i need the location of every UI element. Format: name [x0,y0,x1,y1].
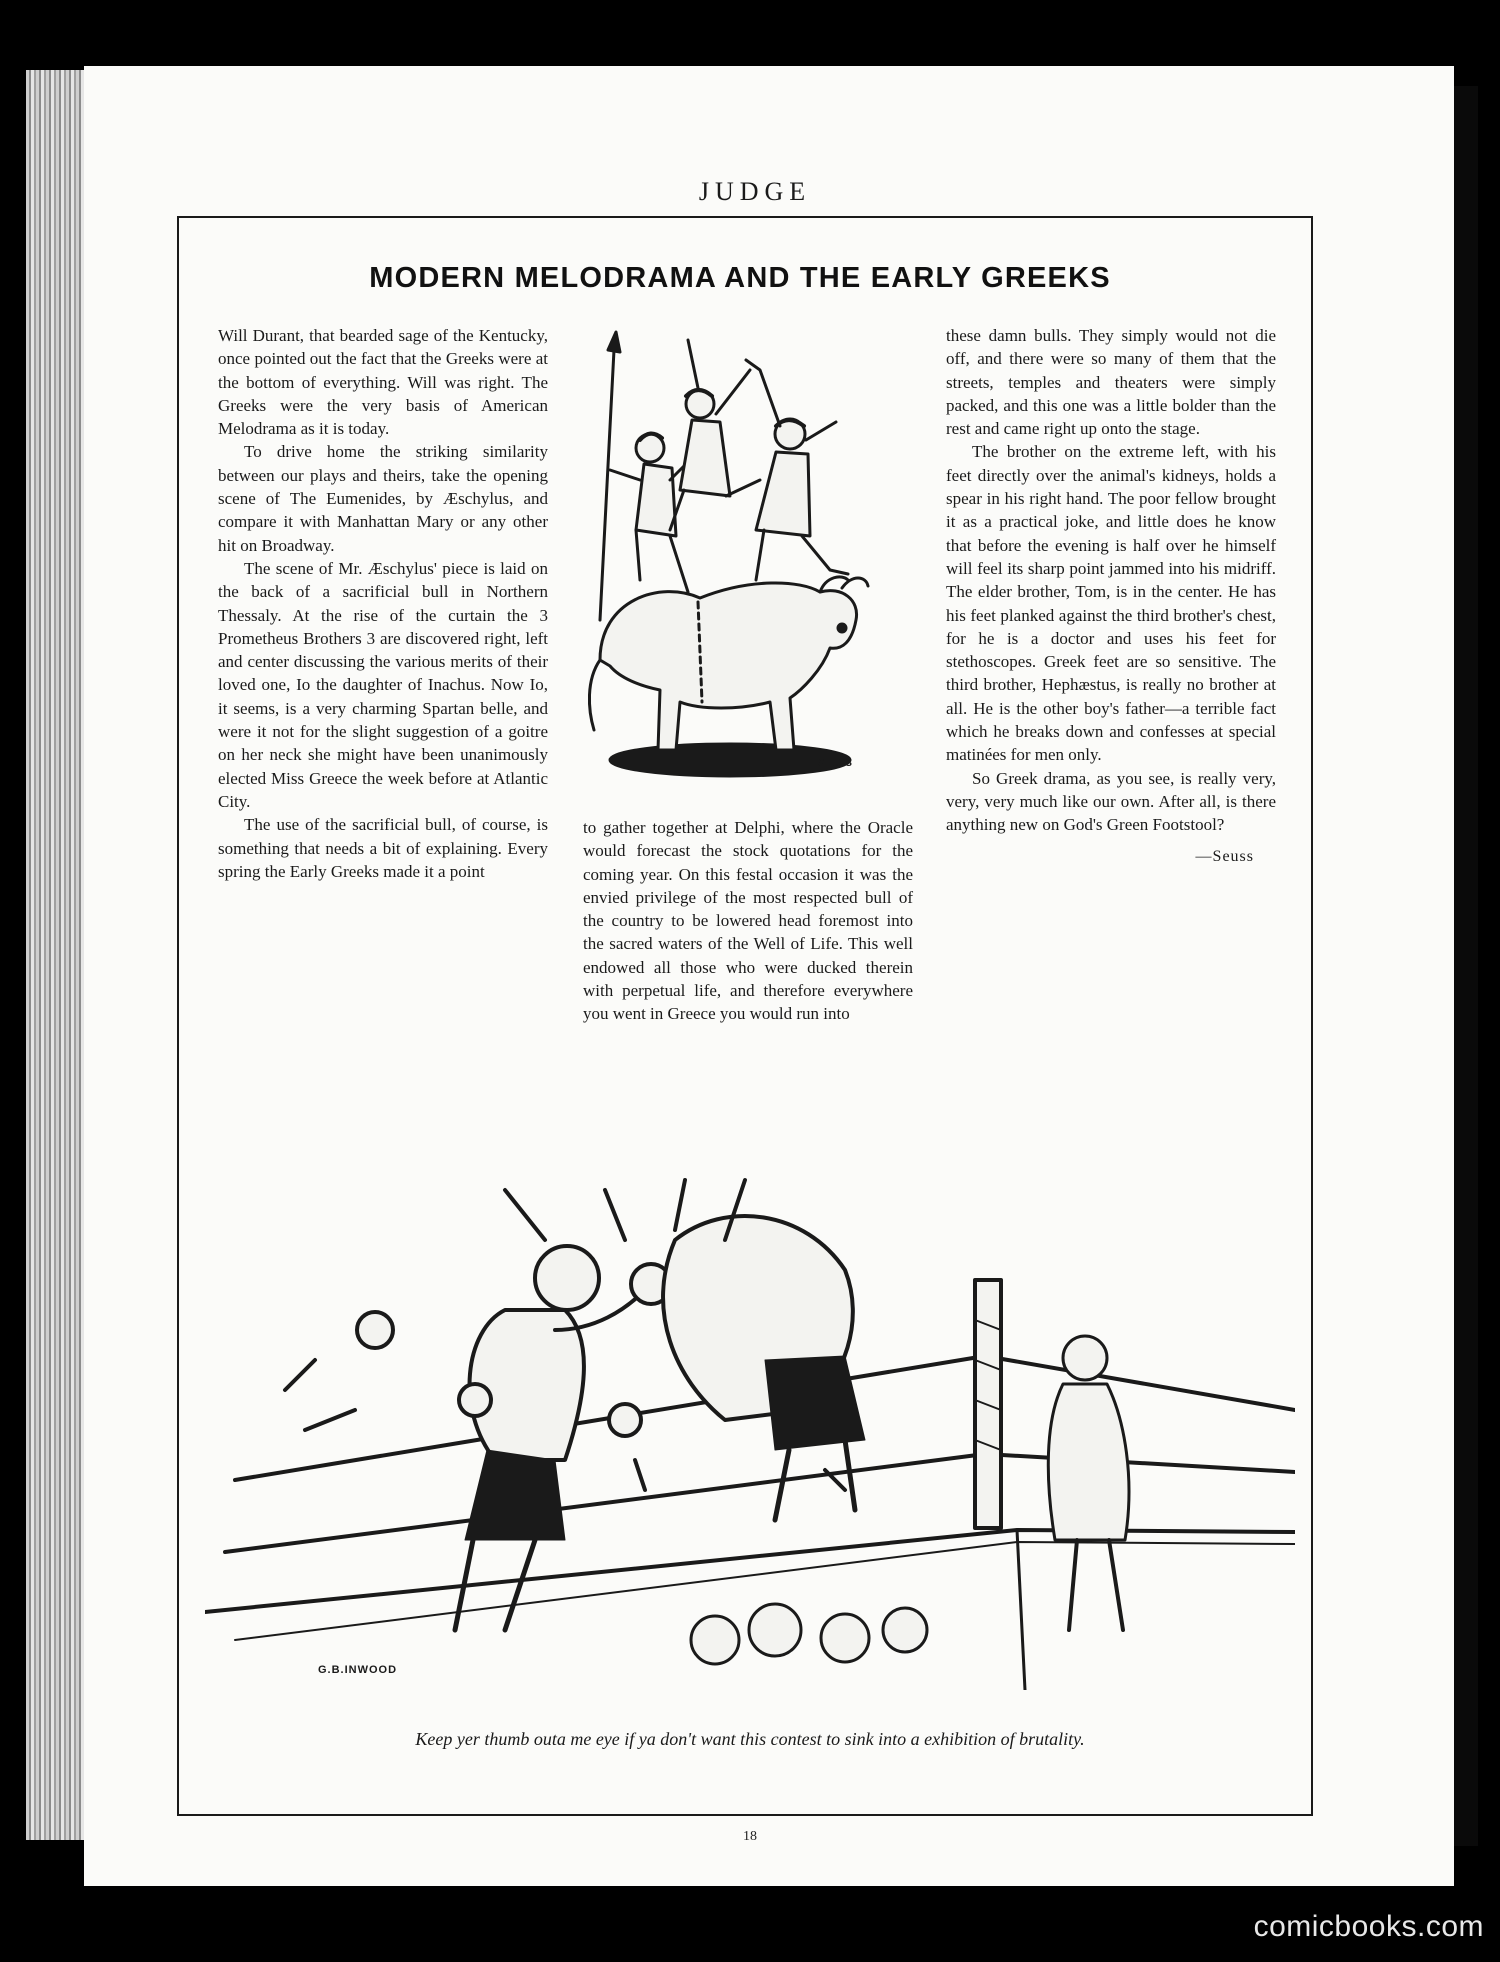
paragraph: Will Durant, that bearded sage of the Kentucky, once pointed out the fact that the Greeks were at the bottom of everything. Will was right. The Greeks were the very basis of American Melodrama as it is today. [218,326,548,439]
paragraph: The use of the sacrificial bull, of course, is something that needs a bit of explaining. Every spring the Early Greeks made it a point [218,815,548,881]
page-number: 18 [743,1829,757,1844]
watermark: comicbooks.com [1253,1910,1484,1943]
cartoon-caption: Keep yer thumb outa me eye if ya don't want this contest to sink into a exhibition of brutality. [415,1729,1085,1749]
facing-page-edge [1454,86,1478,1846]
article-column-1 [218,324,548,883]
masthead: JUDGE [698,177,812,206]
paragraph: To drive home the striking similarity between our plays and theirs, take the opening scene of The Eumenides, by Æschylus, and compare it with Manhattan Mary or any other hit on Broadway. [218,442,548,555]
article-column-3 [946,324,1276,868]
greek-brothers-on-bull-illustration [580,330,880,790]
article-column-2 [583,816,913,1026]
paragraph: these damn bulls. They simply would not die off, and there were so many of them that the streets, temples and theaters were simply packed, and this one was a little bolder than the rest and came right up onto the stage. [946,326,1276,439]
boxing-cartoon-signature: G.B.INWOOD [318,1664,398,1676]
paragraph: The brother on the extreme left, with his feet directly over the animal's kidneys, holds a spear in his right hand. The poor fellow brought it as a practical joke, and little does he know that before the evening is half over he himself will feel its sharp point jammed into his midriff. The elder brother, Tom, is in the center. He has his feet planked against the third brother's chest, for he is a doctor and uses his feet for stethoscopes. Greek feet are so sensitive. The third brother, Hephæstus, is really no brother at all. He is the other boy's father—a terrible fact which he breaks down and confesses at special matinées for men only. [946,442,1276,765]
boxing-ring-illustration [205,1160,1295,1690]
article-title: MODERN MELODRAMA AND THE EARLY GREEKS [369,262,1111,294]
paragraph: The scene of Mr. Æschylus' piece is laid on the back of a sacrificial bull in Northern Thessaly. At the rise of the curtain the 3 Prometheus Brothers 3 are discovered right, left and center discussing the various merits of their loved one, Io the daughter of Inachus. Now Io, it seems, is a very charming Spartan belle, and were it not for the slight suggestion of a goitre on her neck she might have been unanimously elected Miss Greece the week before at Atlantic City. [218,558,548,811]
book-spine-edge [26,70,84,1840]
author-signature: —Seuss [1195,847,1254,865]
greek-cartoon-signature: SEUSS [818,758,852,769]
paragraph: to gather together at Delphi, where the Oracle would forecast the stock quotations for the coming year. On this festal occasion it was the envied privilege of the most respected bull of the country to be lowered head foremost into the sacred waters of the Well of Life. This well endowed all those who were ducked therein with perpetual life, and therefore everywhere you went in Greece you would run into [583,818,913,1024]
paragraph: So Greek drama, as you see, is really very, very, very much like our own. After all, is there anything new on God's Green Footstool? [946,768,1276,835]
